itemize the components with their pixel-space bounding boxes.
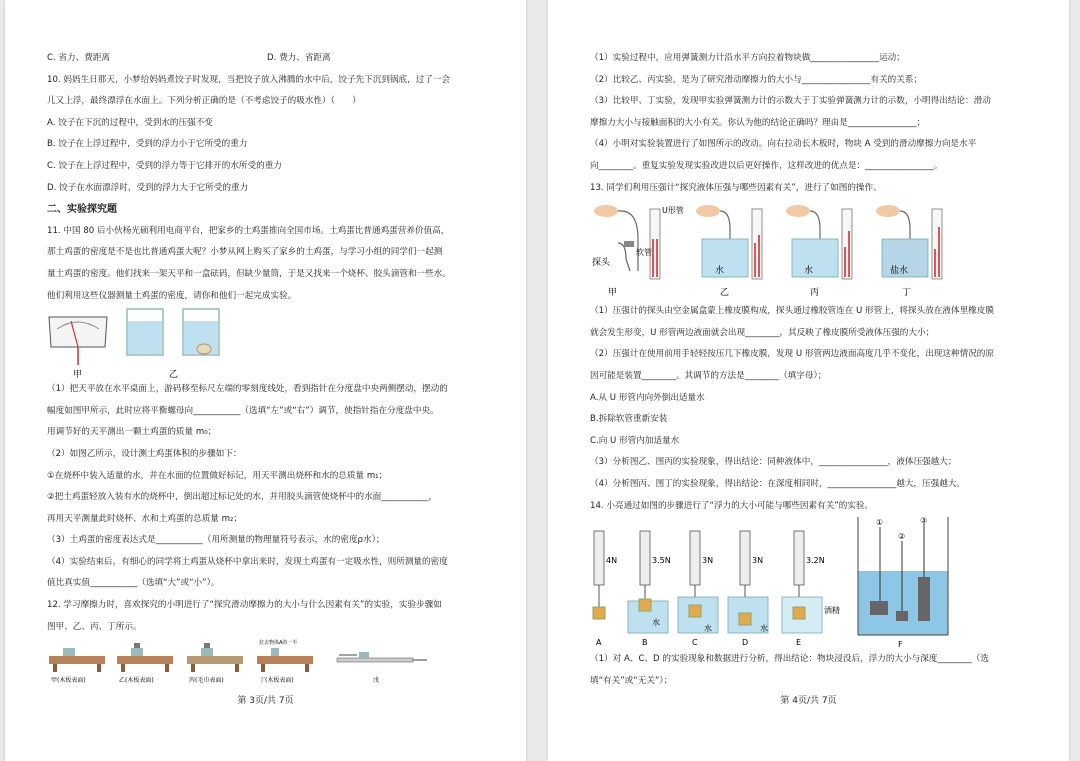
fig-13 (590, 199, 1049, 301)
fig-label-yi: 乙 (169, 370, 179, 380)
q10-option: D. 饺子在水面漂浮时，受到的浮力大于它所受的重力 (47, 182, 249, 193)
scale-dial (49, 317, 107, 365)
fig14-label: F (898, 640, 903, 650)
spring-scale-a (593, 531, 617, 619)
page-3-content (47, 48, 506, 686)
balance-and-beaker-figure (47, 307, 267, 379)
q13-option: C.向 U 形管内加适量水 (590, 435, 680, 446)
q14-step: 填“有关”或“无关”）； (590, 675, 673, 686)
fig-12 (47, 638, 506, 686)
setup-bing (187, 643, 243, 672)
q13-option: B.拆除软管重新安装 (590, 414, 668, 425)
reading-b: 3.5N (652, 556, 671, 566)
liquid-label: 盐水 (890, 266, 909, 277)
q12-question: 摩擦力大小与接触面积的大小有关。你认为他的结论正确吗？理由是________________； (590, 117, 926, 128)
fig-label-jia: 甲 (73, 370, 83, 380)
q13-step: （2）压强计在使用前用手轻轻按压几下橡皮膜，发现 U 形管两边液面高度几乎不变化，出现这种情况的原 (590, 349, 994, 360)
q11-step: 用调节好的天平测出一颗土鸡蛋的质量 m₀； (47, 427, 217, 438)
q11-step: （4）实验结束后，有细心的同学将土鸡蛋从烧杯中拿出来时，发现土鸡蛋有一定吸水性，则所测量的密度 (47, 556, 448, 567)
q12-question: 向________。重复实验发现实验改进以后更好操作，这样改进的优点是：________________。 (590, 160, 943, 171)
q13-intro: 13. 同学们利用压强计“探究液体压强与哪些因素有关”，进行了如图的操作。 (590, 182, 882, 193)
q11-intro: 11. 中国 80 后小伙杨光硕利用电商平台，把家乡的土鸡蛋推向全国市场。土鸡蛋比普通鸡蛋营养价值高， (47, 225, 450, 236)
q10-line: 10. 妈妈生日那天，小梦给妈妈煮饺子时发现，当把饺子放入沸腾的水中后，饺子先下沉到锅底，过了一会 (47, 74, 451, 85)
reading-c: 3N (702, 556, 714, 566)
q12-question: （4）小明对实验装置进行了如图所示的改动。向右拉动长木板时，物块 A 受到的滑动摩擦力向是水平 (590, 139, 977, 150)
liquid-label: 酒精 (824, 606, 840, 616)
q11-step: （3）土鸡蛋的密度表达式是___________（用所测量的物理量符号表示，水的密度ρ水）； (47, 535, 385, 546)
mark-2: ② (898, 532, 906, 542)
q12-question: （2）比较乙、丙实验，是为了研究滑动摩擦力的大小与________________有关的关系； (590, 74, 923, 85)
q11-intro: 他们利用这些仪器测量土鸡蛋的密度，请你和他们一起完成实验。 (47, 290, 297, 301)
q13-step: （1）压强计的探头由空金属盒蒙上橡皮膜构成，探头通过橡胶管连在 U 形管上，将探头放在液体里橡皮膜 (590, 306, 994, 317)
fig13-label: 乙 (720, 288, 730, 299)
q12-question: （3）比较甲、丁实验，发现甲实验弹簧测力计的示数大于丁实验弹簧测力计的示数，小明得出结论：滑动 (590, 96, 991, 107)
q10-option: C. 饺子在上浮过程中，受到的浮力等于它排开的水所受的重力 (47, 160, 282, 171)
fig12-note: 拉去物体A的一半 (259, 640, 298, 647)
mark-1: ① (876, 518, 884, 528)
q13-step: （4）分析图丙、图丁的实验现象，得出结论：在深度相同时，________________越大，压强越大。 (590, 478, 966, 489)
fig12-label: 乙(木板表面) (119, 677, 154, 685)
setup-bing (786, 205, 852, 279)
container-f (858, 517, 948, 635)
fig12-label: 丙(毛巾表面) (189, 677, 224, 685)
label-probe: 探头 (592, 258, 611, 269)
q11-step: （2）如图乙所示，设计测土鸡蛋体积的步骤如下： (47, 448, 242, 459)
fig13-label: 甲 (608, 288, 618, 299)
q11-intro: 那土鸡蛋的密度是不是也比普通鸡蛋大呢？小梦从网上购买了家乡的土鸡蛋，与学习小组的同学们一起测 (47, 247, 443, 258)
q11-step: （1）把天平放在水平桌面上，游码移至标尺左端的零刻度线处，看到指针在分度盘中央两侧摆动，摆动的 (47, 384, 448, 395)
fig14-label: A (596, 638, 602, 648)
q14-step: （1）对 A、C、D 的实验现象和数据进行分析，得出结论：物块浸没后，浮力的大小与深度________（选 (590, 654, 989, 665)
page-footer: 第 3页/共 7页 (237, 696, 294, 706)
option-d: D. 费力、省距离 (267, 53, 331, 63)
liquid-label: 水 (652, 618, 660, 628)
fig-14 (590, 517, 1049, 649)
spring-scale-e (782, 531, 840, 633)
option-c: C. 省力、费距离 (47, 53, 111, 63)
q12-intro: 12. 学习摩擦力时，喜欢探究的小明进行了“探究滑动摩擦力的大小与什么因素有关”的实验，实验步骤如 (47, 600, 442, 611)
reading-d: 3N (752, 556, 764, 566)
liquid-label: 水 (760, 624, 768, 634)
page-4 (548, 0, 1069, 761)
pressure-gauge-figure (590, 199, 950, 301)
label-hose: 软管 (636, 248, 652, 258)
q10-option: B. 饺子在上浮过程中，受到的浮力小于它所受的重力 (47, 139, 248, 150)
setup-yi (117, 643, 173, 672)
q10-option: A. 饺子在下沉的过程中，受到水的压强不变 (47, 117, 213, 128)
spring-scale-b (628, 531, 671, 633)
q11-step: ②把土鸡蛋轻放入装有水的烧杯中，倒出超过标记处的水，并用胶头滴管使烧杯中的水面___________， (47, 492, 438, 503)
q11-step: 值比真实值___________（选填“大”或“小”）。 (47, 578, 220, 589)
fig12-label: 甲(木板表面) (51, 677, 86, 685)
liquid-label: 水 (704, 624, 712, 634)
q11-intro: 量土鸡蛋的密度。他们找来一架天平和一盒砝码，但缺少量筒，于是又找来一个烧杯、胶头滴管和一些水。 (47, 268, 451, 279)
q12-question: （1）实验过程中，应用弹簧测力计沿水平方向拉着物块做________________运动； (590, 53, 905, 63)
q11-step: 再用天平测量此时烧杯、水和土鸡蛋的总质量 m₂； (47, 513, 243, 524)
beaker-water (127, 309, 163, 355)
fig14-label: C (692, 638, 698, 648)
fig12-label: 戊 (373, 677, 380, 685)
setup-jia (49, 648, 105, 672)
buoyancy-figure (590, 517, 1050, 649)
label-u-tube: U形管 (662, 206, 684, 216)
reading-a: 4N (606, 556, 618, 566)
mark-3: ③ (920, 517, 928, 526)
q13-step: 就会发生形变，U 形管两边液面就会出现________，其反映了橡皮膜所受液体压强的大小； (590, 327, 935, 338)
friction-experiment-figure (47, 638, 487, 686)
spring-scale-c (678, 531, 718, 633)
beaker-egg (183, 309, 219, 355)
q13-step: 因可能是装置________。其调节的方法是________（填字母）； (590, 370, 827, 381)
setup-ding (876, 205, 942, 279)
page-4-content (590, 48, 1049, 692)
fig12-label: 丁(木板表面) (259, 677, 294, 685)
spring-scale-d (728, 531, 768, 633)
fig14-label: B (642, 638, 648, 648)
q11-step: 幅度如图甲所示，此时应将平衡螺母向___________（选填“左”或“右”）调节，使指针指在分度盘中央。 (47, 405, 439, 416)
fig13-label: 丁 (902, 288, 912, 299)
q12-intro: 图甲、乙、丙、丁所示。 (47, 621, 142, 632)
q10-line: 儿又上浮，最终漂浮在水面上。下列分析正确的是（不考虑饺子的吸水性）（ ） (47, 96, 361, 107)
q11-step: ①在烧杯中装入适量的水，并在水面的位置做好标记，用天平测出烧杯和水的总质量 m₁； (47, 470, 388, 481)
reading-e: 3.2N (806, 556, 825, 566)
fig13-label: 丙 (810, 288, 820, 299)
page-footer: 第 4页/共 7页 (780, 696, 837, 706)
liquid-label: 水 (804, 266, 814, 277)
section-heading: 二、实验探究题 (47, 204, 117, 216)
setup-ding (257, 648, 313, 672)
q9-options (47, 48, 506, 70)
liquid-label: 水 (715, 266, 725, 277)
fig14-label: E (796, 638, 802, 648)
setup-yi (696, 205, 762, 279)
fig14-label: D (742, 638, 749, 648)
setup-wu (337, 652, 427, 662)
q13-step: （3）分析图乙、图丙的实验现象，得出结论：同种液体中，________________，液体压强越大； (590, 457, 957, 468)
q13-option: A.从 U 形管内向外倒出适量水 (590, 392, 705, 403)
page-3 (5, 0, 526, 761)
fig-11 (47, 307, 506, 379)
q14-intro: 14. 小亮通过如图的步骤进行了“浮力的大小可能与哪些因素有关”的实验。 (590, 500, 874, 511)
